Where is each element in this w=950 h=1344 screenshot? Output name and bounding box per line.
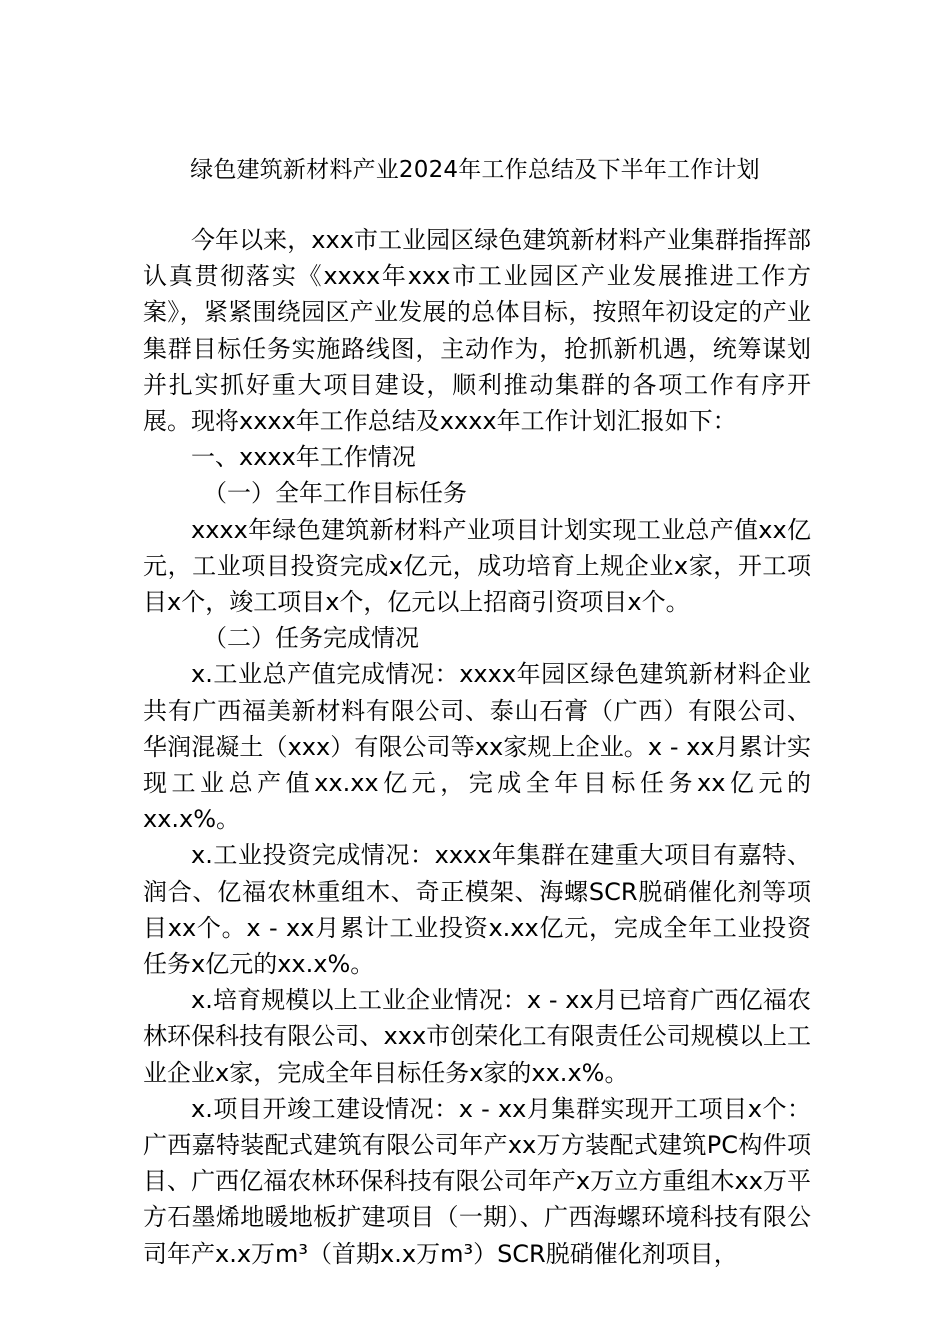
body-paragraph: 今年以来，xxx市工业园区绿色建筑新材料产业集群指挥部认真贯彻落实《xxxx年xxx市工业园区产业发展推进工作方案》，紧紧围绕园区产业发展的总体目标，按照年初设定的产业集群目标任务实施路线图，主动作为，抢抓新机遇，统筹谋划并扎实抓好重大项目建设，顺利推动集群的各项工作有序开展。现将xxxx年工作总结及xxxx年工作计划汇报如下： (143, 226, 811, 436)
document-title: 绿色建筑新材料产业2024年工作总结及下半年工作计划 (190, 157, 760, 183)
body-paragraph: x.培育规模以上工业企业情况：x - xx月已培育广西亿福农林环保科技有限公司、xxx市创荣化工有限责任公司规模以上工业企业x家，完成全年目标任务x家的xx.x%。 (143, 986, 811, 1087)
subsection-heading: （一）全年工作目标任务 (203, 479, 467, 508)
body-paragraph: x.项目开竣工建设情况：x - xx月集群实现开工项目x个：广西嘉特装配式建筑有限公司年产xx万方装配式建筑PC构件项目、广西亿福农林环保科技有限公司年产x万立方重组木xx万平方石墨烯地暖地板扩建项目（一期）、广西海螺环境科技有限公司年产x.x万m³（首期x.x万m³）SCR脱硝催化剂项目， (143, 1094, 811, 1268)
subsection-heading: （二）任务完成情况 (203, 624, 419, 653)
body-paragraph: xxxx年绿色建筑新材料产业项目计划实现工业总产值xx亿元，工业项目投资完成x亿元，成功培育上规企业x家，开工项目x个，竣工项目x个，亿元以上招商引资项目x个。 (143, 515, 811, 617)
document-body (143, 222, 811, 1272)
body-paragraph: x.工业总产值完成情况：xxxx年园区绿色建筑新材料企业共有广西福美新材料有限公司、泰山石膏（广西）有限公司、华润混凝土（xxx）有限公司等xx家规上企业。x - xx月累计实现工业总产值xx.xx亿元，完成全年目标任务xx亿元的xx.x%。 (143, 660, 811, 834)
section-heading: 一、xxxx年工作情况 (191, 443, 416, 472)
body-paragraph: x.工业投资完成情况：xxxx年集群在建重大项目有嘉特、润合、亿福农林重组木、奇正模架、海螺SCR脱硝催化剂等项目xx个。x - xx月累计工业投资x.xx亿元，完成全年工业投资任务x亿元的xx.x%。 (143, 841, 811, 979)
